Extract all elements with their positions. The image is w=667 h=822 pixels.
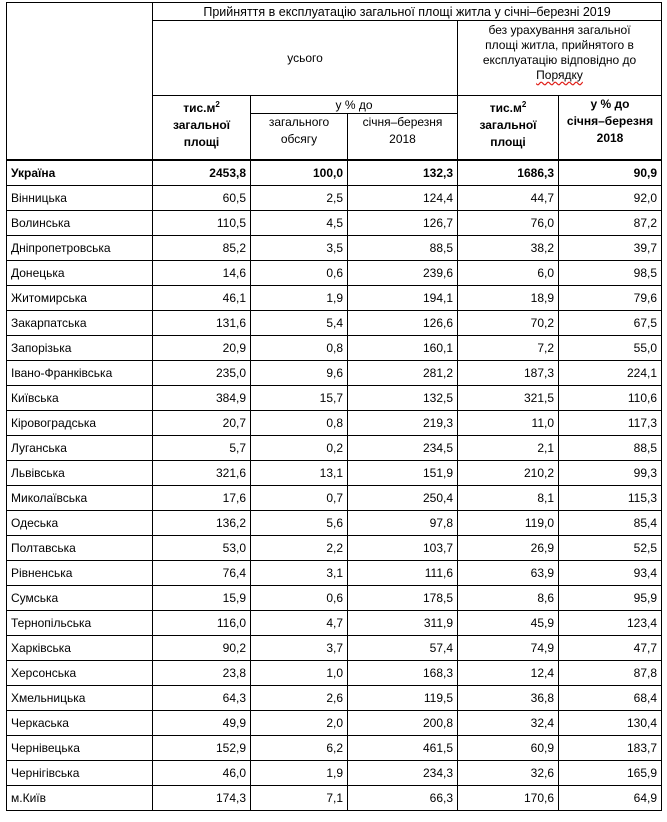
table-title: Прийняття в експлуатацію загальної площі житла у січні–березні 2019 bbox=[153, 3, 662, 21]
pct-to-header: у % до bbox=[251, 96, 458, 114]
table-row bbox=[7, 561, 662, 586]
table-cell: 7,1 bbox=[251, 786, 348, 811]
table-cell: 200,8 bbox=[348, 711, 458, 736]
table-row bbox=[7, 336, 662, 361]
region-name: Херсонська bbox=[7, 661, 153, 686]
table-cell: 39,7 bbox=[559, 236, 662, 261]
table-cell: 18,9 bbox=[458, 286, 559, 311]
table-cell: 46,0 bbox=[153, 761, 251, 786]
table-row bbox=[7, 361, 662, 386]
table-cell: 99,3 bbox=[559, 461, 662, 486]
table-cell: 14,6 bbox=[153, 261, 251, 286]
table-cell: 60,5 bbox=[153, 186, 251, 211]
table-cell: 1,9 bbox=[251, 761, 348, 786]
table-cell: 0,8 bbox=[251, 411, 348, 436]
table-cell: 126,7 bbox=[348, 211, 458, 236]
table-cell: 117,3 bbox=[559, 411, 662, 436]
corner-cell bbox=[7, 3, 153, 21]
region-name: Волинська bbox=[7, 211, 153, 236]
table-cell: 234,3 bbox=[348, 761, 458, 786]
region-name: Луганська bbox=[7, 436, 153, 461]
table-row bbox=[7, 311, 662, 336]
table-cell: 194,1 bbox=[348, 286, 458, 311]
table-row bbox=[7, 611, 662, 636]
table-cell: 110,6 bbox=[559, 386, 662, 411]
table-cell: 12,4 bbox=[458, 661, 559, 686]
table-cell: 384,9 bbox=[153, 386, 251, 411]
table-cell: 87,8 bbox=[559, 661, 662, 686]
table-cell: 92,0 bbox=[559, 186, 662, 211]
table-cell: 26,9 bbox=[458, 536, 559, 561]
table-cell: 4,7 bbox=[251, 611, 348, 636]
table-cell: 321,5 bbox=[458, 386, 559, 411]
table-cell: 239,6 bbox=[348, 261, 458, 286]
table-row bbox=[7, 511, 662, 536]
table-cell: 46,1 bbox=[153, 286, 251, 311]
region-name: Вінницька bbox=[7, 186, 153, 211]
table-cell: 187,3 bbox=[458, 361, 559, 386]
table-cell: 15,9 bbox=[153, 586, 251, 611]
table-cell: 49,9 bbox=[153, 711, 251, 736]
table-cell: 250,4 bbox=[348, 486, 458, 511]
table-cell: 0,2 bbox=[251, 436, 348, 461]
region-name: Сумська bbox=[7, 586, 153, 611]
table-cell: 36,8 bbox=[458, 686, 559, 711]
region-name: Чернігівська bbox=[7, 761, 153, 786]
table-cell: 6,2 bbox=[251, 736, 348, 761]
region-name: Полтавська bbox=[7, 536, 153, 561]
region-name: Україна bbox=[7, 160, 153, 186]
table-row bbox=[7, 711, 662, 736]
table-cell: 2,6 bbox=[251, 686, 348, 711]
table-cell: 130,4 bbox=[559, 711, 662, 736]
table-cell: 76,0 bbox=[458, 211, 559, 236]
table-cell: 111,6 bbox=[348, 561, 458, 586]
table-cell: 210,2 bbox=[458, 461, 559, 486]
table-cell: 281,2 bbox=[348, 361, 458, 386]
table-cell: 23,8 bbox=[153, 661, 251, 686]
table-cell: 79,6 bbox=[559, 286, 662, 311]
total-group-header: усього bbox=[153, 21, 458, 96]
region-name: Львівська bbox=[7, 461, 153, 486]
table-cell: 88,5 bbox=[348, 236, 458, 261]
region-name: Рівненська bbox=[7, 561, 153, 586]
table-row bbox=[7, 186, 662, 211]
table-cell: 64,9 bbox=[559, 786, 662, 811]
table-cell: 183,7 bbox=[559, 736, 662, 761]
table-cell: 90,2 bbox=[153, 636, 251, 661]
table-cell: 165,9 bbox=[559, 761, 662, 786]
table-cell: 3,1 bbox=[251, 561, 348, 586]
table-cell: 0,7 bbox=[251, 486, 348, 511]
table-cell: 32,6 bbox=[458, 761, 559, 786]
table-row bbox=[7, 486, 662, 511]
table-cell: 53,0 bbox=[153, 536, 251, 561]
table-cell: 85,4 bbox=[559, 511, 662, 536]
table-row bbox=[7, 436, 662, 461]
table-cell: 67,5 bbox=[559, 311, 662, 336]
table-cell: 235,0 bbox=[153, 361, 251, 386]
table-cell: 3,5 bbox=[251, 236, 348, 261]
table-cell: 64,3 bbox=[153, 686, 251, 711]
region-name: Київська bbox=[7, 386, 153, 411]
table-cell: 151,9 bbox=[348, 461, 458, 486]
table-cell: 63,9 bbox=[458, 561, 559, 586]
table-row bbox=[7, 211, 662, 236]
table-cell: 44,7 bbox=[458, 186, 559, 211]
table-cell: 2,0 bbox=[251, 711, 348, 736]
region-name: Кіровоградська bbox=[7, 411, 153, 436]
table-cell: 461,5 bbox=[348, 736, 458, 761]
table-cell: 3,7 bbox=[251, 636, 348, 661]
table-row bbox=[7, 661, 662, 686]
table-cell: 68,4 bbox=[559, 686, 662, 711]
table-cell: 224,1 bbox=[559, 361, 662, 386]
table-row bbox=[7, 461, 662, 486]
region-name: Житомирська bbox=[7, 286, 153, 311]
table-cell: 131,6 bbox=[153, 311, 251, 336]
table-cell: 124,4 bbox=[348, 186, 458, 211]
table-row bbox=[7, 286, 662, 311]
table-cell: 15,7 bbox=[251, 386, 348, 411]
table-cell: 115,3 bbox=[559, 486, 662, 511]
thous-header-2: $тис.м^2$ загальної площі bbox=[458, 96, 559, 161]
without-group-header: без урахування загальної площі житла, прийнятого в експлуатацію відповідно до Порядку bbox=[458, 21, 662, 96]
table-cell: 52,5 bbox=[559, 536, 662, 561]
table-cell: 160,1 bbox=[348, 336, 458, 361]
table-cell: 70,2 bbox=[458, 311, 559, 336]
table-cell: 6,0 bbox=[458, 261, 559, 286]
table-cell: 4,5 bbox=[251, 211, 348, 236]
table-cell: 170,6 bbox=[458, 786, 559, 811]
table-row bbox=[7, 736, 662, 761]
table-cell: 311,9 bbox=[348, 611, 458, 636]
table-cell: 5,6 bbox=[251, 511, 348, 536]
table-cell: 0,6 bbox=[251, 586, 348, 611]
table-cell: 5,7 bbox=[153, 436, 251, 461]
table-cell: 85,2 bbox=[153, 236, 251, 261]
table-cell: 60,9 bbox=[458, 736, 559, 761]
thous-header: $тис.м^2$ загальної площі bbox=[153, 96, 251, 161]
table-row bbox=[7, 786, 662, 811]
table-row bbox=[7, 686, 662, 711]
region-name: Чернівецька bbox=[7, 736, 153, 761]
table-cell: 110,5 bbox=[153, 211, 251, 236]
table-cell: 9,6 bbox=[251, 361, 348, 386]
table-cell: 20,7 bbox=[153, 411, 251, 436]
table-cell: 123,4 bbox=[559, 611, 662, 636]
table-cell: 97,8 bbox=[348, 511, 458, 536]
region-name: Донецька bbox=[7, 261, 153, 286]
overall-header: загального обсягу bbox=[251, 114, 348, 161]
table-row bbox=[7, 761, 662, 786]
table-row bbox=[7, 536, 662, 561]
table-cell: 7,2 bbox=[458, 336, 559, 361]
table-cell: 5,4 bbox=[251, 311, 348, 336]
table-cell: 2,5 bbox=[251, 186, 348, 211]
table-cell: 11,0 bbox=[458, 411, 559, 436]
table-cell: 234,5 bbox=[348, 436, 458, 461]
table-cell: 126,6 bbox=[348, 311, 458, 336]
table-cell: 47,7 bbox=[559, 636, 662, 661]
table-cell: 2,2 bbox=[251, 536, 348, 561]
table-cell: 174,3 bbox=[153, 786, 251, 811]
table-cell: 119,0 bbox=[458, 511, 559, 536]
table-cell: 178,5 bbox=[348, 586, 458, 611]
region-name: Запорізька bbox=[7, 336, 153, 361]
region-name: Харківська bbox=[7, 636, 153, 661]
table-cell: 103,7 bbox=[348, 536, 458, 561]
table-row bbox=[7, 411, 662, 436]
table-cell: 8,6 bbox=[458, 586, 559, 611]
table-cell: 32,4 bbox=[458, 711, 559, 736]
period-header: січня–березня 2018 bbox=[348, 114, 458, 161]
table-cell: 55,0 bbox=[559, 336, 662, 361]
table-row bbox=[7, 386, 662, 411]
table-cell: 136,2 bbox=[153, 511, 251, 536]
table-cell: 38,2 bbox=[458, 236, 559, 261]
region-name: Дніпропетровська bbox=[7, 236, 153, 261]
table-row-total: Україна 2453,8 100,0 132,3 1686,3 90,9 bbox=[7, 160, 662, 186]
table-cell: 93,4 bbox=[559, 561, 662, 586]
table-cell: 321,6 bbox=[153, 461, 251, 486]
table-cell: 152,9 bbox=[153, 736, 251, 761]
region-name: Івано-Франківська bbox=[7, 361, 153, 386]
table-cell: 119,5 bbox=[348, 686, 458, 711]
table-cell: 132,5 bbox=[348, 386, 458, 411]
table-row bbox=[7, 636, 662, 661]
table-cell: 74,9 bbox=[458, 636, 559, 661]
region-name: Одеська bbox=[7, 511, 153, 536]
table-cell: 1,9 bbox=[251, 286, 348, 311]
table-cell: 17,6 bbox=[153, 486, 251, 511]
table-cell: 98,5 bbox=[559, 261, 662, 286]
table-cell: 0,6 bbox=[251, 261, 348, 286]
table-cell: 2,1 bbox=[458, 436, 559, 461]
pct-header-2: у % до січня–березня 2018 bbox=[559, 96, 662, 161]
table-cell: 13,1 bbox=[251, 461, 348, 486]
region-name: Хмельницька bbox=[7, 686, 153, 711]
table-cell: 88,5 bbox=[559, 436, 662, 461]
housing-table bbox=[6, 2, 662, 811]
table-cell: 76,4 bbox=[153, 561, 251, 586]
table-cell: 0,8 bbox=[251, 336, 348, 361]
table-cell: 168,3 bbox=[348, 661, 458, 686]
region-name: Тернопільська bbox=[7, 611, 153, 636]
region-name: Миколаївська bbox=[7, 486, 153, 511]
table-cell: 66,3 bbox=[348, 786, 458, 811]
table-cell: 219,3 bbox=[348, 411, 458, 436]
table-cell: 1,0 bbox=[251, 661, 348, 686]
table-cell: 8,1 bbox=[458, 486, 559, 511]
table-row bbox=[7, 261, 662, 286]
table-cell: 95,9 bbox=[559, 586, 662, 611]
table-cell: 45,9 bbox=[458, 611, 559, 636]
table-cell: 20,9 bbox=[153, 336, 251, 361]
table-cell: 87,2 bbox=[559, 211, 662, 236]
region-name: Черкаська bbox=[7, 711, 153, 736]
table-cell: 57,4 bbox=[348, 636, 458, 661]
table-cell: 116,0 bbox=[153, 611, 251, 636]
table-row bbox=[7, 236, 662, 261]
region-name: м.Київ bbox=[7, 786, 153, 811]
table-row bbox=[7, 586, 662, 611]
region-name: Закарпатська bbox=[7, 311, 153, 336]
